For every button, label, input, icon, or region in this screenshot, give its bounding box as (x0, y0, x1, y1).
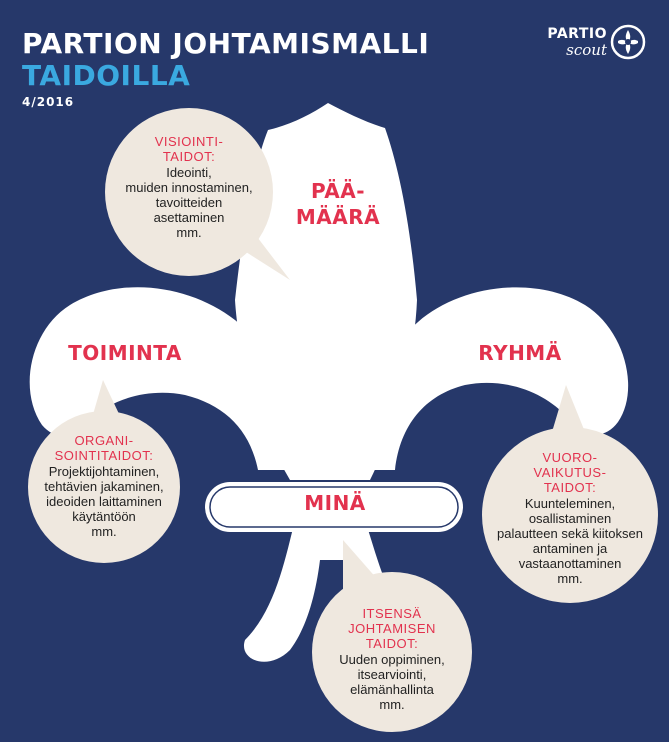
bubble-organisointi-line-2: tehtävien jakaminen, (44, 479, 164, 494)
scout-emblem-icon (610, 24, 646, 60)
label-mina: MINÄ (304, 491, 366, 515)
bubble-visiointi-line-5: mm. (176, 225, 202, 240)
bubble-vuorovaikutus-body (487, 496, 653, 586)
bubble-vuorovaikutus-line-6: mm. (557, 571, 583, 586)
bubble-visiointi-heading (114, 134, 264, 164)
page-subtitle: TAIDOILLA (22, 59, 191, 92)
bubble-itsensa-line-3: elämänhallinta (350, 682, 434, 697)
bubble-vuorovaikutus-head-3: TAIDOT: (543, 480, 597, 495)
label-paamaara (288, 178, 388, 230)
bubble-organisointi-head-1: ORGANI- (74, 433, 134, 448)
logo-line-2: scout (566, 41, 607, 59)
bubble-organisointi-line-1: Projektijohtaminen, (48, 464, 160, 479)
label-toiminta: TOIMINTA (68, 341, 182, 365)
bubble-organisointi-head-2: SOINTITAIDOT: (54, 448, 154, 463)
bubble-itsensa-line-1: Uuden oppiminen, (339, 652, 445, 667)
bubble-visiointi-body (114, 165, 264, 240)
bubble-visiointi-line-1: Ideointi, (166, 165, 212, 180)
bubble-itsensa-line-4: mm. (379, 697, 405, 712)
bubble-vuorovaikutus-line-3: palautteen sekä kiitoksen (497, 526, 643, 541)
bubble-vuorovaikutus-line-2: osallistaminen (528, 511, 612, 526)
partio-scout-logo-text (529, 26, 607, 59)
label-paamaara-line-1: PÄÄ- (310, 179, 366, 203)
bubble-organisointi-line-5: mm. (91, 524, 117, 539)
label-ryhma: RYHMÄ (478, 341, 562, 365)
bubble-visiointi-line-3: tavoitteiden (155, 195, 223, 210)
bubble-organisointi-line-3: ideoiden laittaminen (46, 494, 162, 509)
bubble-visiointi-line-4: asettaminen (153, 210, 225, 225)
bubble-vuorovaikutus-head-1: VUORO- (542, 450, 598, 465)
bubble-vuorovaikutus-line-5: vastaanottaminen (518, 556, 622, 571)
bubble-visiointi (114, 134, 264, 240)
bubble-vuorovaikutus-line-4: antaminen ja (532, 541, 608, 556)
bubble-itsensa-head-2: JOHTAMISEN (348, 621, 436, 636)
bubble-vuorovaikutus-heading (487, 450, 653, 495)
logo-line-1: PARTIO (547, 26, 607, 42)
bubble-vuorovaikutus (487, 450, 653, 586)
bubble-itsensa (327, 606, 457, 712)
date-label: 4/2016 (22, 95, 75, 109)
bubble-itsensa-head-1: ITSENSÄ (362, 606, 422, 621)
bubble-vuorovaikutus-line-1: Kuunteleminen, (524, 496, 616, 511)
bubble-itsensa-heading (327, 606, 457, 651)
bubble-itsensa-line-2: itsearviointi, (357, 667, 427, 682)
page-title: PARTION JOHTAMISMALLI (22, 27, 430, 60)
bubble-visiointi-head-1: VISIOINTI- (154, 134, 224, 149)
bubble-itsensa-body (327, 652, 457, 712)
bubble-organisointi-heading (34, 433, 174, 463)
bubble-vuorovaikutus-head-2: VAIKUTUS- (533, 465, 607, 480)
bubble-visiointi-line-2: muiden innostaminen, (125, 180, 253, 195)
bubble-visiointi-head-2: TAIDOT: (162, 149, 216, 164)
bubble-itsensa-head-3: TAIDOT: (365, 636, 419, 651)
bubble-organisointi (34, 433, 174, 539)
bubble-organisointi-line-4: käytäntöön (72, 509, 136, 524)
bubble-organisointi-body (34, 464, 174, 539)
label-paamaara-line-2: MÄÄRÄ (295, 205, 381, 229)
